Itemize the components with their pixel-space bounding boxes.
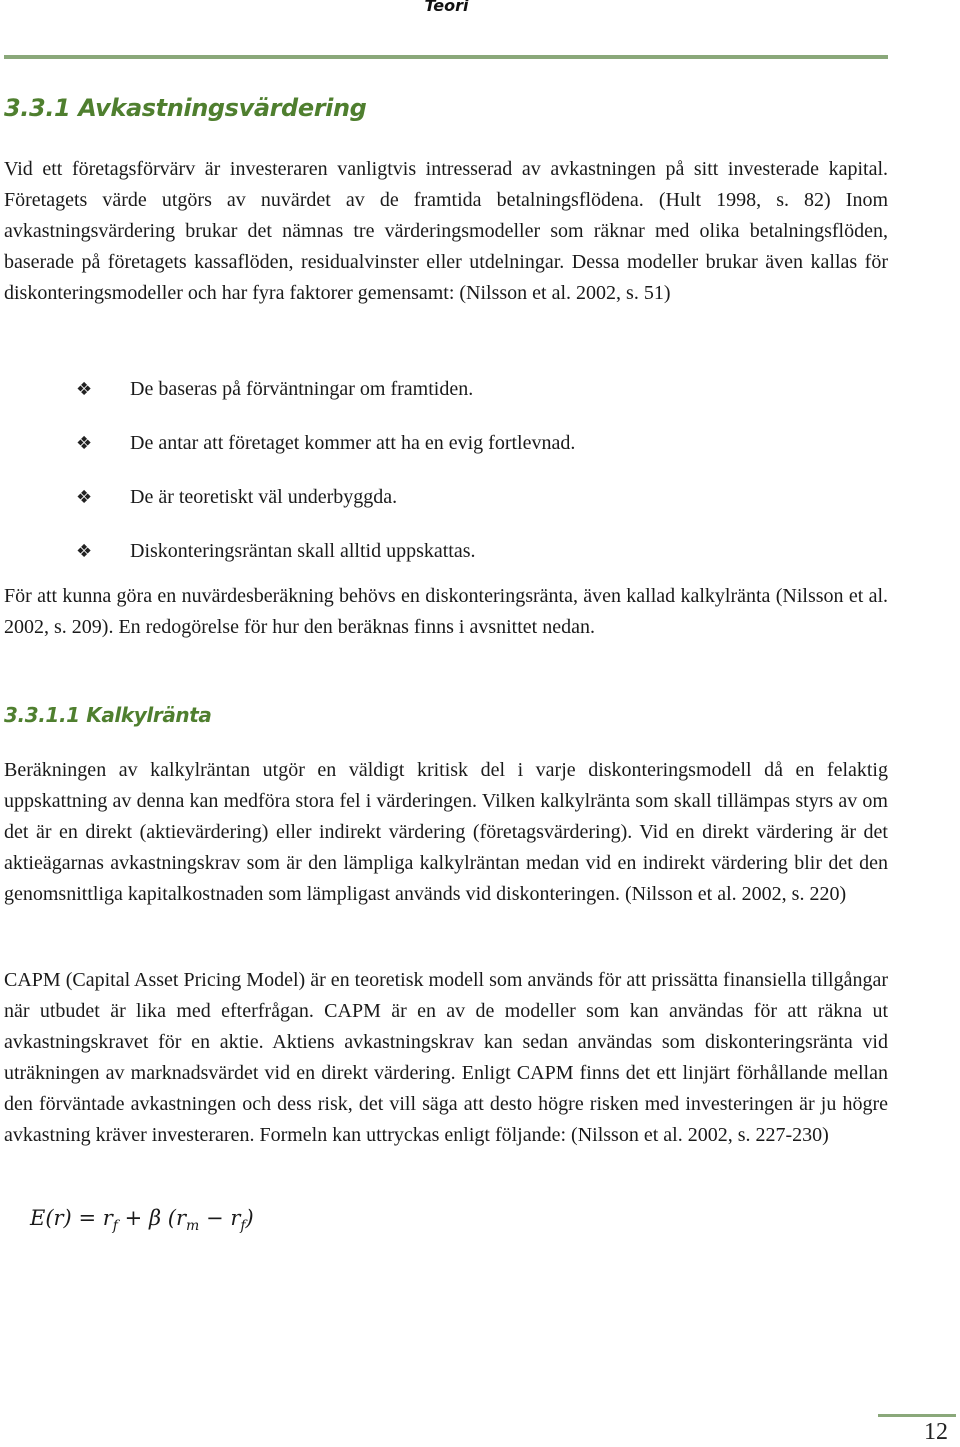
formula-term: r <box>176 1206 187 1230</box>
kalkylranta-paragraph: Beräkningen av kalkylräntan utgör en väldigt kritisk del i varje diskonteringsmodell då en felaktig uppskattning av denna kan medföra stora fel i värderingen. Vilken kalkylränta som skall tillämpas styrs av om det är en direkt (aktievärdering) eller indirekt värdering (företagsvärdering). Vid en direkt värdering är det aktieägarnas avkastningskrav som är den lämpliga kalkylräntan medan vid en indirekt värdering blir det den genomsnittliga kapitalkostnaden som lämpligast används vid diskonteringen. (Nilsson et al. 2002, s. 220) <box>4 759 888 905</box>
diamond-bullet-icon: ❖ <box>76 432 93 454</box>
list-item <box>76 416 575 470</box>
list-item <box>76 362 575 416</box>
page-number: 12 <box>924 1419 948 1445</box>
intro-paragraph: Vid ett företagsförvärv är investeraren vanligtvis intresserad av avkastningen på sitt investerade kapital. Företagets värde utgörs av nuvärdet av de framtida betalningsflödena. (Hult 1998, s. 82) Inom avkastningsvärdering brukar det nämnas tre värderingsmodeller som räknar med olika betalningsflöden, baserade på företagets kassaflöden, residualvinster eller utdelningar. Dessa modeller brukar även kallas för diskonteringsmodeller och har fyra faktorer gemensamt: (Nilsson et al. 2002, s. 51) <box>4 158 888 304</box>
list-item-text: De är teoretiskt väl underbyggda. <box>130 485 398 508</box>
section-heading: 3.3.1 Avkastningsvärdering <box>4 94 367 122</box>
formula-equals: = <box>78 1206 97 1230</box>
list-item-text: Diskonteringsräntan skall alltid uppskattas. <box>130 539 476 562</box>
header-title: Teori <box>424 0 469 15</box>
capm-paragraph: CAPM (Capital Asset Pricing Model) är en teoretisk modell som används för att prissätta finansiella tillgångar när utbudet är lika med efterfrågan. CAPM är en av de modeller som kan användas för att räkna ut avkastningskravet för en aktie. Aktiens avkastningskrav kan sedan användas som diskonteringsränta vid uträkningen av marknadsvärdet vid en direkt värdering. Enligt CAPM finns det ett linjärt förhållande mellan den förväntade avkastningen och dess risk, det vill säga att desto högre risken med investeringen är ju högre avkastning kräver investeraren. Formeln kan uttryckas enligt följande: (Nilsson et al. 2002, s. 227-230) <box>4 969 888 1146</box>
formula-term: r <box>102 1206 113 1230</box>
formula-subscript: f <box>112 1218 118 1235</box>
diamond-bullet-icon: ❖ <box>76 378 93 400</box>
header-rule <box>4 55 888 59</box>
formula-minus: − <box>206 1206 224 1230</box>
formula-subscript: f <box>240 1218 246 1235</box>
formula-subscript: m <box>186 1218 200 1235</box>
formula-close-paren: ) <box>245 1206 254 1230</box>
diamond-bullet-icon: ❖ <box>76 540 93 562</box>
list-item-text: De baseras på förväntningar om framtiden. <box>130 377 474 400</box>
formula-beta: β <box>148 1206 162 1230</box>
formula-plus: + <box>124 1206 143 1230</box>
formula-term: r <box>230 1206 241 1230</box>
list-item <box>76 470 575 524</box>
capm-formula <box>30 1206 254 1234</box>
formula-lhs: E(r) <box>30 1206 72 1230</box>
subsection-heading: 3.3.1.1 Kalkylränta <box>4 703 212 727</box>
diamond-bullet-icon: ❖ <box>76 486 93 508</box>
list-item <box>76 524 575 578</box>
discount-rate-paragraph: För att kunna göra en nuvärdesberäkning behövs en diskonteringsränta, även kallad kalkylränta (Nilsson et al. 2002, s. 209). En redogörelse för hur den beräknas finns i avsnittet nedan. <box>4 585 888 638</box>
list-item-text: De antar att företaget kommer att ha en evig fortlevnad. <box>130 431 576 454</box>
formula-open-paren: ( <box>167 1206 176 1230</box>
footer-rule <box>878 1414 956 1417</box>
factor-list <box>76 362 575 578</box>
